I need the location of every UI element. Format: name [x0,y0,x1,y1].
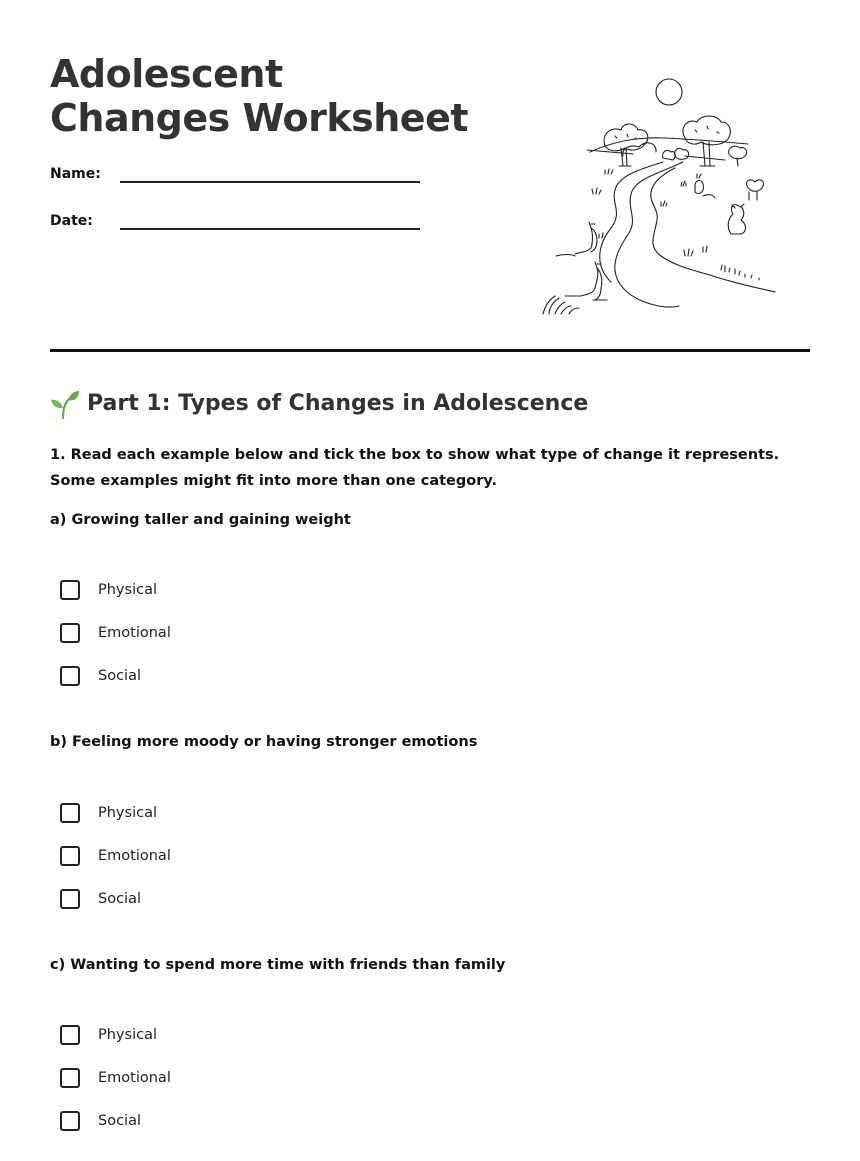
name-label: Name: [50,166,101,182]
question-a-option-physical[interactable] [60,580,260,604]
date-line[interactable] [120,228,420,230]
checkbox[interactable] [60,1111,80,1131]
section-heading [50,388,750,420]
checkbox[interactable] [60,666,80,686]
name-line[interactable] [120,181,420,183]
date-field[interactable] [50,213,430,237]
page-title: Adolescent Changes Worksheet [50,52,469,140]
question-c-option-social[interactable] [60,1111,260,1135]
question-c-option-physical[interactable] [60,1025,260,1049]
option-label: Social [98,891,141,907]
date-label: Date: [50,213,93,229]
section-divider [50,349,810,352]
sprout-icon [50,390,80,420]
question-a-option-emotional[interactable] [60,623,260,647]
question-b-option-emotional[interactable] [60,846,260,870]
checkbox[interactable] [60,1025,80,1045]
question-c-option-emotional[interactable] [60,1068,260,1092]
option-label: Social [98,668,141,684]
checkbox[interactable] [60,1068,80,1088]
name-field[interactable] [50,166,430,190]
question-a-option-social[interactable] [60,666,260,690]
section-title: Part 1: Types of Changes in Adolescence [87,391,589,416]
checkbox[interactable] [60,803,80,823]
option-label: Physical [98,805,157,821]
checkbox[interactable] [60,623,80,643]
option-label: Emotional [98,848,171,864]
checkbox[interactable] [60,846,80,866]
outback-landscape-illustration [535,74,780,322]
question-a-label: a) Growing taller and gaining weight [50,512,351,528]
checkbox[interactable] [60,889,80,909]
question-b-label: b) Feeling more moody or having stronger emotions [50,734,478,750]
option-label: Emotional [98,1070,171,1086]
option-label: Physical [98,582,157,598]
instructions: 1. Read each example below and tick the box to show what type of change it represents. Some examples might fit into more than one category. [50,447,780,489]
option-label: Emotional [98,625,171,641]
option-label: Social [98,1113,141,1129]
checkbox[interactable] [60,580,80,600]
question-b-option-social[interactable] [60,889,260,913]
question-b-option-physical[interactable] [60,803,260,827]
option-label: Physical [98,1027,157,1043]
question-c-label: c) Wanting to spend more time with friends than family [50,957,506,973]
